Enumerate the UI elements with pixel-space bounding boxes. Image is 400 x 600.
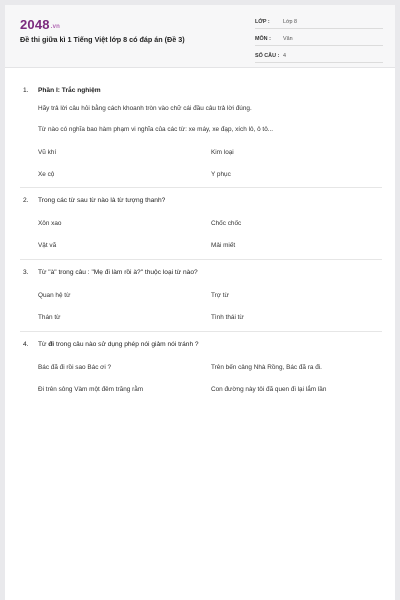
meta-value: Lớp 8 [283,18,298,25]
question-text: Từ "à" trong câu : "Mẹ đi làm rồi à?" thuộc loại từ nào? [38,269,198,276]
answer-option[interactable]: Xe cộ [38,171,55,178]
question-number: 3. [23,269,29,276]
exam-meta [255,15,383,66]
header [5,5,395,68]
divider [20,331,382,332]
answer-option[interactable]: Đi trên sông Vàm một đêm trăng rằm [38,386,144,393]
answer-option[interactable]: Trợ từ [211,292,229,299]
meta-row-question-count [255,49,383,63]
answer-option[interactable]: Bác đã đi rồi sao Bác ơi ? [38,364,112,371]
question-text [38,341,199,348]
answer-option[interactable]: Vũ khí [38,149,57,156]
meta-label: MÔN : [255,35,271,42]
logo-suffix: .vn [50,24,61,30]
logo-main: 2048 [20,17,50,32]
meta-label: LỚP : [255,18,270,25]
divider [20,259,382,260]
answer-option[interactable]: Y phục [211,171,231,178]
answer-option[interactable]: Xôn xao [38,220,62,227]
question-text: Từ nào có nghĩa bao hàm phạm vi nghĩa của các từ: xe máy, xe đạp, xích lô, ô tô... [38,126,274,133]
meta-value: 4 [283,52,286,59]
exam-page [5,5,395,600]
question-number: 4. [23,341,29,348]
question-instruction: Hãy trả lời câu hỏi bằng cách khoanh tròn vào chữ cái đầu câu trả lời đúng. [38,105,252,112]
page-title: Đề thi giữa kì 1 Tiếng Việt lớp 8 có đáp án (Đề 3) [20,35,185,44]
answer-option[interactable]: Chốc chốc [211,220,242,227]
meta-value: Văn [283,35,293,42]
divider [20,187,382,188]
meta-row-class [255,15,383,29]
answer-option[interactable]: Thán từ [38,314,61,321]
question-number: 2. [23,197,29,204]
answer-option[interactable]: Kim loại [211,149,234,156]
site-logo[interactable] [20,17,60,32]
question-text-pre: Từ [38,341,49,348]
question-number: 1. [23,87,29,94]
answer-option[interactable]: Tình thái từ [211,314,244,321]
question-text: Trong các từ sau từ nào là từ tượng thanh? [38,197,166,204]
question-keyword: đi [48,341,55,348]
meta-label: SỐ CÂU : [255,52,280,59]
answer-option[interactable]: Vật vã [38,242,57,249]
section-heading: Phần I: Trắc nghiệm [38,87,101,94]
question-text-post: trong câu nào sử dụng phép nói giảm nói tránh ? [54,341,199,348]
answer-option[interactable]: Quan hệ từ [38,292,71,299]
meta-row-subject [255,32,383,46]
answer-option[interactable]: Mải miết [211,242,236,249]
answer-option[interactable]: Trên bến cảng Nhà Rồng, Bác đã ra đi. [211,364,322,371]
answer-option[interactable]: Con đường này tôi đã quen đi lại lắm lần [211,386,327,393]
